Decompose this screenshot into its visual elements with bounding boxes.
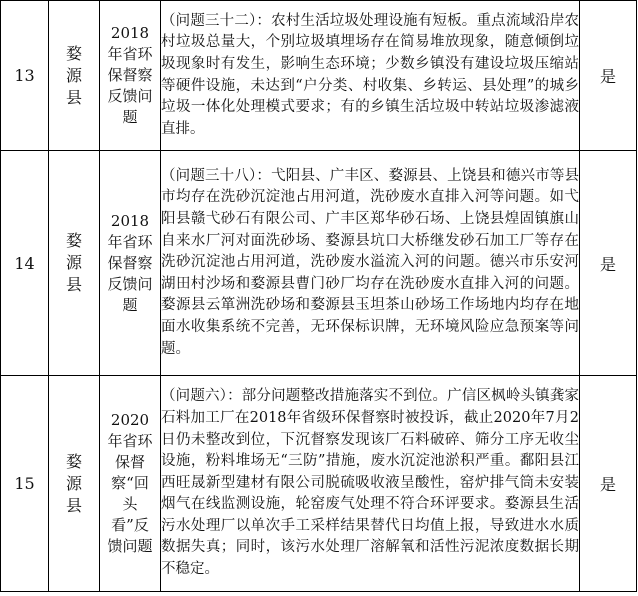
row-number: 15 [1, 376, 49, 592]
county-cell [49, 151, 100, 376]
source-label: 2018年省环保督察反馈问题 [107, 24, 153, 126]
source-cell [100, 376, 161, 592]
problem-description: （问题六）：部分问题整改措施落实不到位。广信区枫岭头镇龚家石料加工厂在2018年省级环保督察时被投诉，截止2020年7月2日仍未整改到位，下沉督察发现该厂石料破碎、筛分工序无收尘设施，粉料堆场无“三防”措施，废水沉淀池淤积严重。鄱阳县江西旺晟新型建材有限公司脱硫吸收液呈酸性，窑炉排气筒未安装烟气在线监测设施，轮窑废气处理不符合环评要求。婺源县生活污水处理厂以单次手工采样结果替代日均值上报，导致进水水质数据失真；同时，该污水处理厂溶解氧和活性污泥浓度数据长期不稳定。 [161, 376, 580, 592]
status-cell: 是 [580, 151, 637, 376]
county-cell [49, 376, 100, 592]
status-cell: 是 [580, 1, 637, 151]
county-label: 婺源县 [65, 231, 82, 294]
row-number: 14 [1, 151, 49, 376]
county-cell [49, 1, 100, 151]
source-cell [100, 1, 161, 151]
table-row [1, 376, 637, 592]
row-number: 13 [1, 1, 49, 151]
table-row [1, 1, 637, 151]
source-label: 2018年省环保督察反馈问题 [107, 211, 153, 314]
status-cell: 是 [580, 376, 637, 592]
source-cell [100, 151, 161, 376]
table-row [1, 151, 637, 376]
problem-description: （问题三十二）：农村生活垃圾处理设施有短板。重点流域沿岸农村垃圾总量大，个别垃圾填埋场存在简易堆放现象，随意倾倒垃圾现象时有发生，影响生态环境；少数乡镇没有建设垃圾压缩站等硬件设施，未达到“户分类、村收集、乡转运、县处理”的城乡垃圾一体化处理模式要求；有的乡镇生活垃圾中转站垃圾渗滤液直排。 [161, 1, 580, 151]
county-label: 婺源县 [65, 43, 82, 107]
problem-description: （问题三十八）：弋阳县、广丰区、婺源县、上饶县和德兴市等县市均存在洗砂沉淀池占用河道，洗砂废水直排入河等问题。如弋阳县赣弋砂石有限公司、广丰区郑华砂石场、上饶县煌固镇旗山自来水厂河对面洗砂场、婺源县坑口大桥继发砂石加工厂等存在洗砂沉淀池占用河道，洗砂废水溢流入河的问题。德兴市乐安河湖田村沙场和婺源县曹门砂厂均存在洗砂废水直排入河的问题。婺源县云箪洲洗砂场和婺源县玉坦茶山砂场工作场地内均存在地面水收集系统不完善，无环保标识牌，无环境风险应急预案等问题。 [161, 151, 580, 376]
county-label: 婺源县 [65, 451, 82, 515]
source-label: 2020年省环保督察“回头看”反馈问题 [107, 411, 153, 555]
